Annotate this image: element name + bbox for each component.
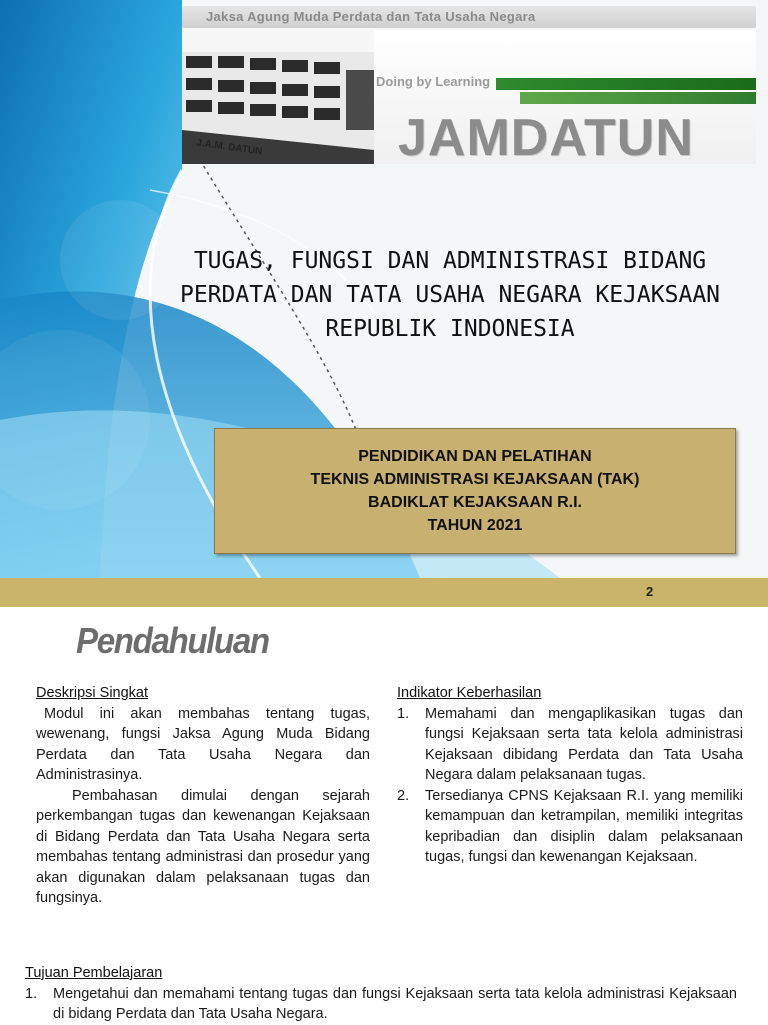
program-info-line: PENDIDIKAN DAN PELATIHAN [358,448,592,465]
deskripsi-title: Deskripsi Singkat [36,685,149,701]
list-item-number: 2. [397,787,410,804]
building-photo [182,30,374,164]
indikator-section [397,683,743,868]
program-info-line: BADIKLAT KEJAKSAAN R.I. [368,494,582,511]
list-item-number: 1. [25,985,38,1002]
cover-title-line: PERDATA DAN TATA USAHA NEGARA KEJAKSAAN [179,282,721,308]
green-accent-bar [496,78,756,90]
banner-text: Jaksa Agung Muda Perdata dan Tata Usaha Negara [206,9,536,24]
indikator-title: Indikator Keberhasilan [397,685,542,701]
section-heading: Pendahuluan [76,620,269,661]
deskripsi-paragraph: Modul ini akan membahas tentang tugas, wewenang, fungsi Jaksa Agung Muda Bidang Perdata dan Tata Usaha Negara dan Administrasinya. [36,705,370,783]
list-item-number: 1. [397,705,410,722]
green-accent-bar-secondary [520,92,756,104]
list-item-text: Memahami dan mengaplikasikan tugas dan fungsi Kejaksaan serta tata kelola administrasi Kejaksaan dibidang Perdata dan Tata Usaha Negara dalam pelaksanaan tugas. [425,705,743,783]
tujuan-section [25,963,737,1025]
list-item [397,786,743,868]
tujuan-title: Tujuan Pembelajaran [25,965,163,981]
list-item-text: Mengetahui dan memahami tentang tugas dan fungsi Kejaksaan serta tata kelola administrasi Kejaksaan di bidang Perdata dan Tata Usaha Negara. [53,985,737,1022]
list-item-text: Tersedianya CPNS Kejaksaan R.I. yang memiliki kemampuan dan ketrampilan, memiliki integritas kepribadian dan disiplin dalam pelaksanaan tugas, fungsi dan kewenangan Kejaksaan. [425,787,743,865]
cover-title-line: REPUBLIK INDONESIA [325,316,575,342]
cover-title-line: TUGAS, FUNGSI DAN ADMINISTRASI BIDANG [193,248,707,274]
tujuan-list [25,984,737,1025]
cover-title [160,244,740,346]
list-item [25,984,737,1025]
brand-logo-text: JAMDATUN [398,109,694,167]
building-sign: J.A.M. DATUN [195,137,263,158]
deskripsi-paragraph: Pembahasan dimulai dengan sejarah perkembangan tugas dan kewenangan Kejaksaan di Bidang Perdata dan Tata Usaha Negara serta membahas tentang administrasi dan prosedur yang akan digunakan dalam pelaksanaan tugas dan fungsinya. [36,787,370,906]
tagline: Doing by Learning [376,74,491,89]
deskripsi-section [36,683,370,909]
program-info-line: TEKNIS ADMINISTRASI KEJAKSAAN (TAK) [310,471,640,488]
program-info-box [214,428,736,554]
banner-strip [182,6,756,28]
indikator-list [397,704,743,868]
program-info-line: TAHUN 2021 [427,517,523,534]
page-number: 2 [646,584,654,599]
list-item [397,704,743,786]
